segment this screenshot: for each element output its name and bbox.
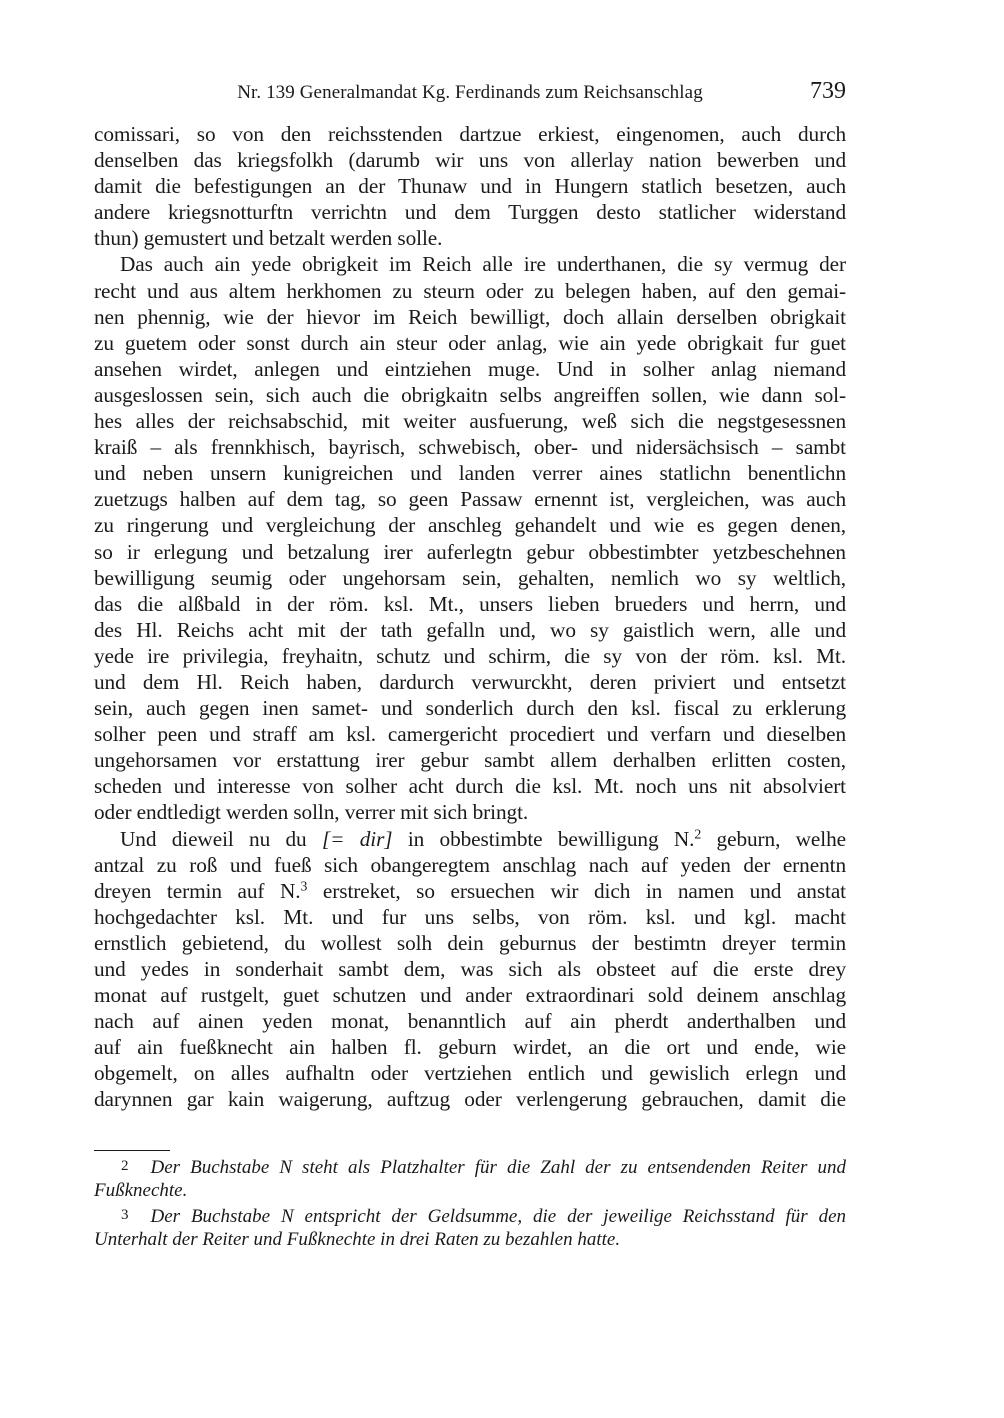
text-line: damit die befestigungen an der Thunaw und in Hungern statlich besetzen, auch [94,174,846,199]
text-line: das die alßbald in der röm. ksl. Mt., unsers lieben brueders und herrn, und [94,591,846,616]
text-line: kraiß – als frennkhisch, bayrisch, schwebisch, ober- und nidersächsisch – sambt [94,435,846,460]
text-line: auf ain fueßknecht ain halben fl. geburn wirdet, an die ort und ende, wie [94,1035,846,1060]
text-line: ansehen wirdet, anlegen und eintziehen muge. Und in solher anlag niemand [94,356,846,381]
footnote-separator [94,1150,170,1151]
footnote-text: Der Buchstabe N entspricht der Geldsumme, die der jeweilige Reichsstand für den [150,1206,846,1227]
footnote-2 [94,1154,846,1203]
text-line: antzal zu roß und fueß sich obangeregtem anschlag nach auf yeden der ernentn [94,852,846,877]
page-number: 739 [810,78,846,104]
footnote-line: Unterhalt der Reiter und Fußknechte in drei Raten zu bezahlen hatte. [94,1228,621,1250]
paragraph-1 [94,121,846,251]
text-line: thun) gemustert und betzalt werden solle. [94,226,443,251]
text-line: comissari, so von den reichsstenden dartzue erkiest, eingenomen, auch durch [94,122,846,146]
text-run: geburn, welhe [701,826,847,851]
running-header [94,80,846,110]
text-line: des Hl. Reichs acht mit der tath gefalln und, wo sy gaistlich wern, alle und [94,617,846,642]
text-line: andere kriegsnotturftn verrichtn und dem Turggen desto statlicher widerstand [94,200,846,225]
text-line: solher peen und straff am ksl. camergericht procediert und verfarn und dieselben [94,722,846,747]
text-line: hes alles der reichsabschid, mit weiter ausfuerung, weß sich die negstgesessnen [94,409,846,434]
editorial-gloss: [= dir] [321,826,393,851]
running-title: Nr. 139 Generalmandat Kg. Ferdinands zum Reichsanschlag [237,82,703,103]
text-line: sein, auch gegen inen samet- und sonderlich durch den ksl. fiscal zu erklerung [94,696,846,721]
text-line: ungehorsamen vor erstattung irer gebur sambt allem derhalben erlitten costen, [94,748,846,773]
text-line: und neben unsern kunigreichen und landen verrer aines statlichn benentlichn [94,461,846,486]
footnote-ref-2[interactable]: 2 [694,825,702,841]
text-line: ausgeslossen sein, sich auch die obrigkaitn selbs angreiffen sollen, wie dann sol- [94,382,846,407]
footnote-text: Der Buchstabe N steht als Platzhalter für die Zahl der zu entsendenden Reiter und [150,1157,846,1178]
text-line: denselben das kriegsfolkh (darumb wir uns von allerlay nation bewerben und [94,148,846,173]
text-line: zu guetem oder sonst durch ain steur oder anlag, wie ain yede obrigkait fur guet [94,330,846,355]
text-line: Das auch ain yede obrigkeit im Reich alle ire underthanen, die sy vermug der [120,252,846,277]
footnote-ref-3[interactable]: 3 [300,878,308,894]
text-run: dreyen termin auf N. [94,878,301,903]
footnote-number: 3 [121,1207,129,1223]
text-line: ernstlich gebietend, du wollest solh dein geburnus der bestimtn dreyer termin [94,930,846,955]
text-line: zuetzugs halben auf dem tag, so geen Passaw ernennt ist, vergleichen, was auch [94,487,846,512]
footnote-3 [94,1203,846,1252]
text-run: Und dieweil nu du [120,826,322,851]
text-line: und dem Hl. Reich haben, dardurch verwurckht, deren priviert und entsetzt [94,669,846,694]
footnote-line: Fußknechte. [94,1179,188,1201]
text-line: zu ringerung und vergleichung der anschleg gehandelt und wie es gegen denen, [94,513,846,538]
text-line: so ir erlegung und betzalung irer auferlegtn gebur obbestimbter yetzbeschehnen [94,539,846,564]
text-line: hochgedachter ksl. Mt. und fur uns selbs, von röm. ksl. und kgl. macht [94,904,846,929]
text-line: darynnen gar kain waigerung, auftzug oder verlengerung gebrauchen, damit die [94,1087,846,1112]
text-run: erstreket, so ersuechen wir dich in namen und anstat [307,878,846,903]
text-line: nach auf ainen yeden monat, benanntlich auf ain pherdt anderthalben und [94,1009,846,1034]
text-line: obgemelt, on alles aufhaltn oder vertziehen entlich und gewislich erlegn und [94,1061,846,1086]
body-text [94,121,846,1113]
footnote-line [94,1203,846,1228]
text-line [94,826,846,852]
text-line: und yedes in sonderhait sambt dem, was sich als obsteet auf die erste drey [94,957,846,981]
text-line: recht und aus altem herkhomen zu steurn oder zu belegen haben, auf den gemai- [94,278,846,303]
footnote-line [94,1154,846,1179]
paragraph-2 [94,251,846,825]
text-line: nen phennig, wie der hievor im Reich bewilligt, doch allain derselben obrigkait [94,304,846,329]
text-run: in obbestimbte bewilligung N. [392,826,695,851]
text-line [94,878,846,904]
paragraph-3 [94,826,846,1113]
text-line: monat auf rustgelt, guet schutzen und ander extraordinari sold deinem anschlag [94,983,846,1008]
footnotes [94,1154,846,1252]
text-line: bewilligung seumig oder ungehorsam sein, gehalten, nemlich wo sy weltlich, [94,565,846,590]
footnote-number: 2 [121,1158,129,1174]
text-line: oder endtledigt werden solln, verrer mit sich bringt. [94,800,529,825]
text-line: yede ire privilegia, freyhaitn, schutz und schirm, die sy von der röm. ksl. Mt. [94,643,846,668]
text-line: scheden und interesse von solher acht durch die ksl. Mt. noch uns nit absolviert [94,774,846,799]
